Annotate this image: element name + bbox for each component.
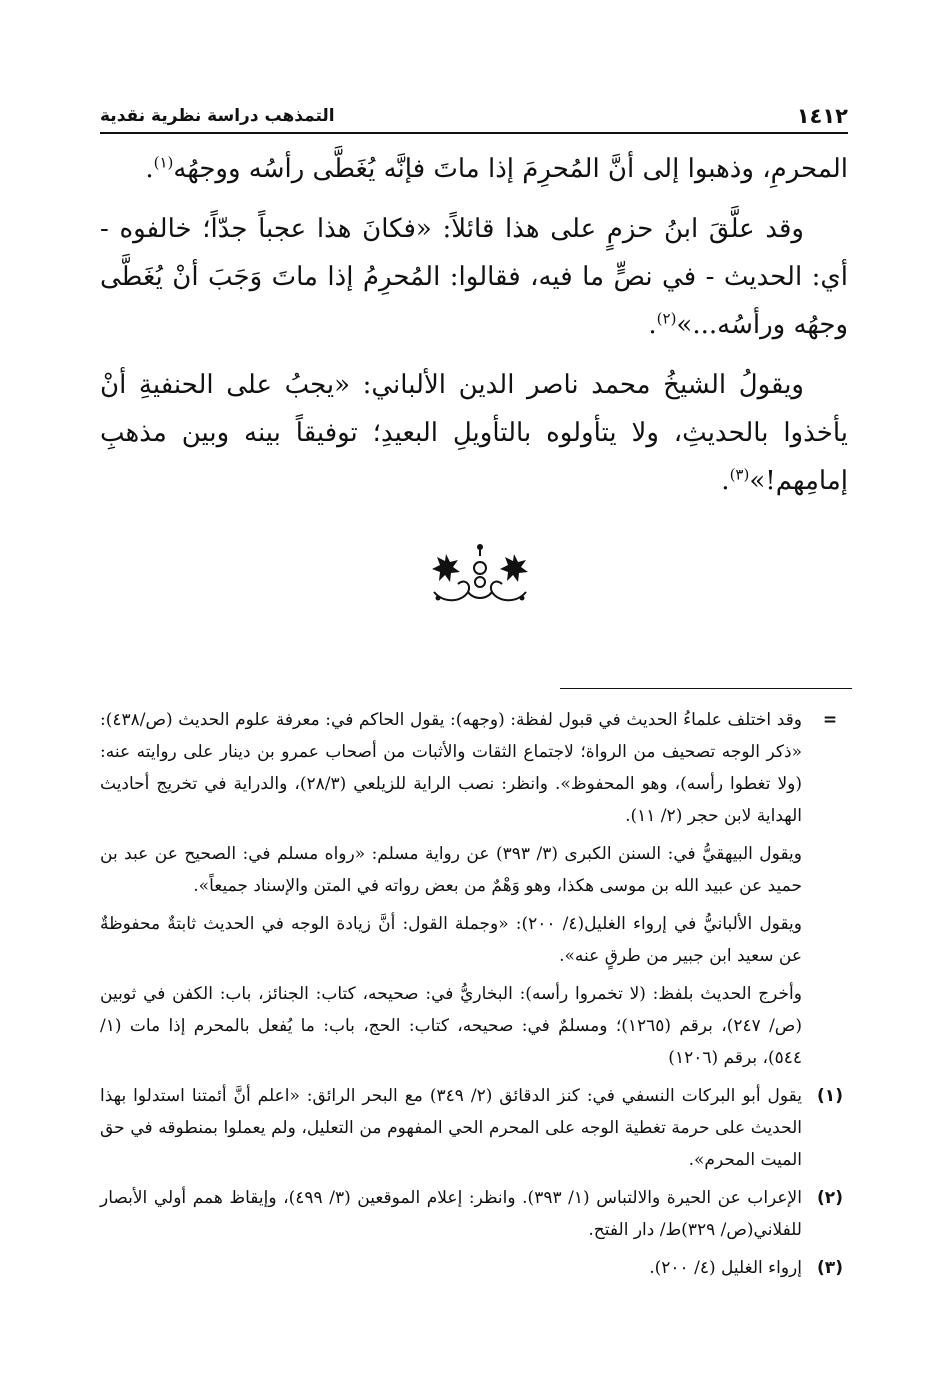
paragraph-2 (100, 205, 848, 349)
footnote-3-text: إرواء الغليل (٤/ ٢٠٠). (649, 1258, 802, 1278)
floral-ornament-icon (420, 542, 540, 608)
running-title: التمذهب دراسة نظرية نقدية (100, 106, 335, 126)
page-number: ١٤١٢ (796, 104, 848, 128)
footnote-continued-paragraph: وأخرج الحديث بلفظ: (لا تخمروا رأسه): البخاريُّ في: صحيحه، كتاب: الجنائز، باب: الكفن في ثوبين (ص/ ٢٤٧)، برقم (١٢٦٥)؛ ومسلمٌ في: صحيحه، كتاب: الحج، باب: ما يُفعل بالمحرم إذا مات (١/ ٥٤٤)، برقم (١٢٠٦) (100, 984, 802, 1068)
footnote-ref-2[interactable]: (٢) (656, 309, 677, 328)
paragraph-3-end: . (721, 466, 730, 496)
paragraph-3 (100, 361, 848, 505)
footnote-continued-marker: = (822, 710, 838, 730)
footnote-continued-paragraph: وقد اختلف علماءُ الحديث في قبول لفظة: (وجهه): يقول الحاكم في: معرفة علوم الحديث (ص/٤٣٨): «ذكر الوجه تصحيف من الرواة؛ لاجتماع الثقات والأثبات من أصحاب عمرو بن دينار على روايته عنه: (ولا تغطوا رأسه)، وهو المحفوظ». وانظر: نصب الراية للزيلعي (٢٨/٣)، والدراية في تخريج أحاديث الهداية لابن حجر (٢/ ١١). (100, 710, 802, 826)
paragraph-1-end: . (145, 154, 154, 184)
footnote-1-marker: (١) (817, 1086, 843, 1106)
paragraph-1-text: المحرمِ، وذهبوا إلى أنَّ المُحرِمَ إذا ماتَ فإنَّه يُغَطَّى رأسُه ووجهُه (173, 154, 848, 184)
footnote-continued-paragraph: ويقول الألبانيُّ في إرواء الغليل(٤/ ٢٠٠): «وجملة القول: أنَّ زيادة الوجه في الحديث ثابتةٌ محفوظةٌ عن سعيد ابن جبير من طرقٍ عنه». (100, 914, 802, 966)
footnote-2-text: الإعراب عن الحيرة والالتباس (١/ ٣٩٣). وانظر: إعلام الموقعين (٣/ ٤٩٩)، وإيقاظ همم أولي الأبصار للفلاني(ص/ ٣٢٩)ط/ دار الفتح. (100, 1188, 802, 1240)
main-body (100, 145, 848, 517)
page-header (100, 92, 848, 134)
footnote-3-marker: (٣) (817, 1258, 843, 1278)
footnote-1-text: يقول أبو البركات النسفي في: كنز الدقائق (٢/ ٣٤٩) مع البحر الرائق: «اعلم أنَّ أئمتنا استدلوا بهذا الحديث على حرمة تغطية الوجه على المحرم الحي المفهوم من التعليل، ولم يعملوا بمنطوقه في حق الميت المحرم». (100, 1086, 802, 1170)
footnote-3 (100, 1252, 850, 1284)
footnote-continued (100, 704, 850, 1074)
paragraph-2-text: وقد علَّقَ ابنُ حزمٍ على هذا قائلاً: «فكانَ هذا عجباً جدّاً؛ خالفوه - أي: الحديث - في نصٍّ ما فيه، فقالوا: المُحرِمُ إذا ماتَ وَجَبَ أنْ يُغَطَّى وجهُه ورأسُه...» (100, 214, 848, 340)
footnote-2-marker: (٢) (817, 1188, 843, 1208)
footnote-ref-3[interactable]: (٣) (729, 465, 750, 484)
footnote-2 (100, 1182, 850, 1246)
paragraph-1 (100, 145, 848, 193)
paragraph-2-end: . (648, 310, 657, 340)
footnote-1 (100, 1080, 850, 1176)
footnote-ref-1[interactable]: (١) (153, 153, 174, 172)
paragraph-3-text: ويقولُ الشيخُ محمد ناصر الدين الألباني: «يجبُ على الحنفيةِ أنْ يأخذوا بالحديثِ، ولا يتأولوه بالتأويلِ البعيدِ؛ توفيقاً بينه وبين مذهبِ إمامِهم!» (100, 370, 848, 496)
footnote-continued-paragraph: ويقول البيهقيُّ في: السنن الكبرى (٣/ ٣٩٣) عن رواية مسلم: «رواه مسلم في: الصحيح عن عبد بن حميد عن عبيد الله بن موسى هكذا، وهو وَهْمٌ من بعض رواته في المتن والإسناد جميعاً». (100, 844, 802, 896)
footnotes-section (100, 704, 850, 1290)
footnote-divider (560, 688, 852, 689)
